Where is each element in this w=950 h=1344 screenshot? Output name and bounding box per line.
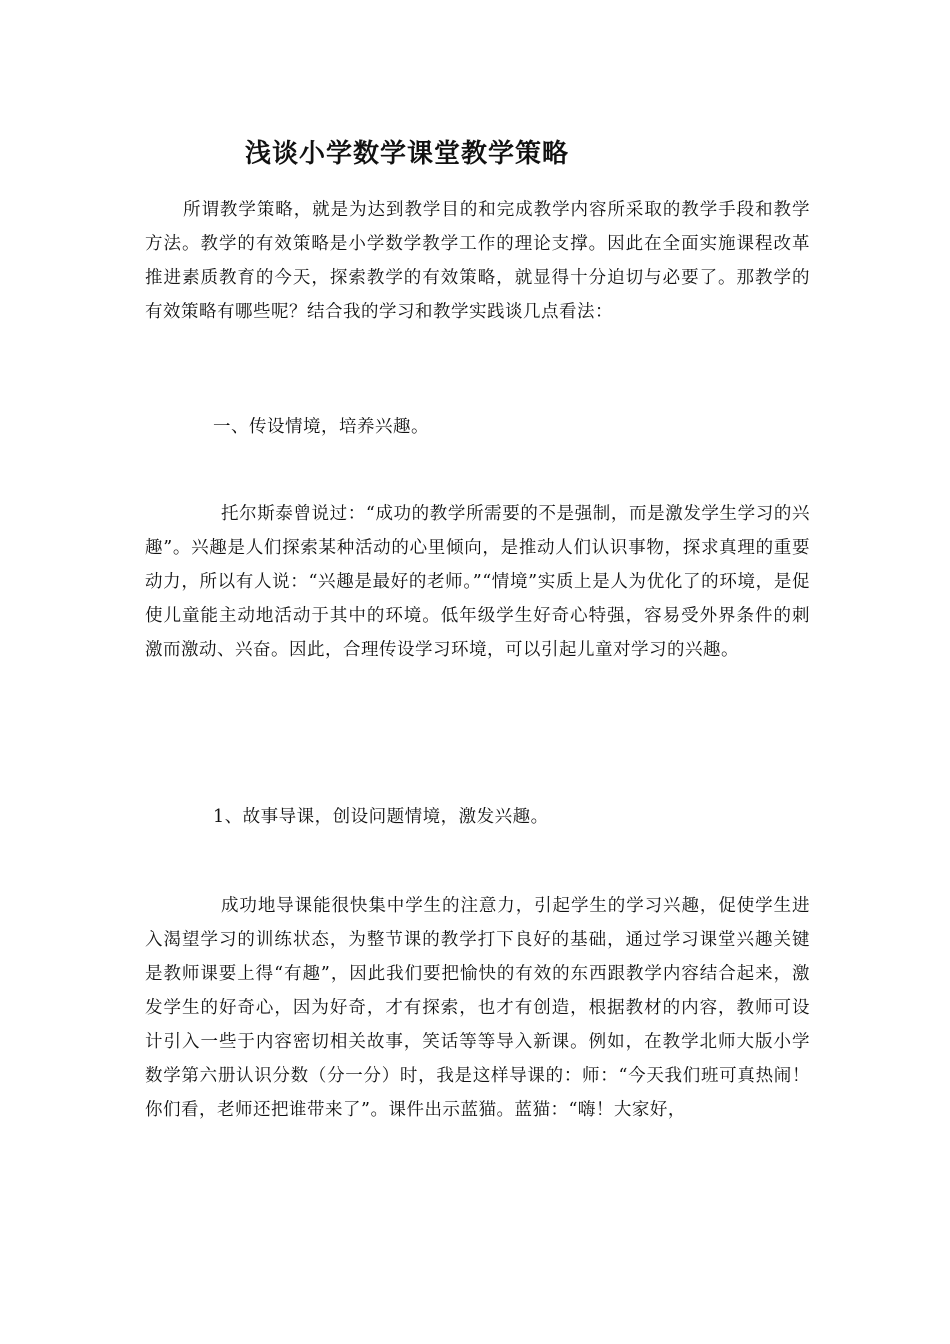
section-1-paragraph: 托尔斯泰曾说过：“成功的教学所需要的不是强制，而是激发学生学习的兴趣”。兴趣是人们探索某种活动的心里倾向，是推动人们认识事物，探求真理的重要动力，所以有人说：“兴趣是最好的老师。”“情境”实质上是人为优化了的环境，是促使儿童能主动地活动于其中的环境。低年级学生好奇心特强，容易受外界条件的刺激而激动、兴奋。因此，合理传设学习环境，可以引起儿童对学习的兴趣。 <box>145 504 810 660</box>
intro-paragraph: 所谓教学策略，就是为达到教学目的和完成教学内容所采取的教学手段和教学方法。教学的有效策略是小学数学教学工作的理论支撑。因此在全面实施课程改革推进素质教育的今天，探索教学的有效策略，就显得十分迫切与必要了。那教学的有效策略有哪些呢？结合我的学习和教学实践谈几点看法： <box>145 200 810 322</box>
section-heading-1: 一、传设情境，培养兴趣。 <box>213 417 429 437</box>
document-title: 浅谈小学数学课堂教学策略 <box>245 139 570 169</box>
subsection-1-paragraph: 成功地导课能很快集中学生的注意力，引起学生的学习兴趣，促使学生进入渴望学习的训练状态，为整节课的教学打下良好的基础，通过学习课堂兴趣关键是教师课要上得“有趣”，因此我们要把愉快的有效的东西跟教学内容结合起来，激发学生的好奇心，因为好奇，才有探索，也才有创造，根据教材的内容，教师可设计引入一些于内容密切相关故事，笑话等等导入新课。例如，在教学北师大版小学数学第六册认识分数（分一分）时，我是这样导课的：师：“今天我们班可真热闹！你们看，老师还把谁带来了”。课件出示蓝猫。蓝猫：“嗨！大家好， <box>145 896 810 1120</box>
subsection-heading-1: 1、故事导课，创设问题情境，激发兴趣。 <box>213 807 549 827</box>
